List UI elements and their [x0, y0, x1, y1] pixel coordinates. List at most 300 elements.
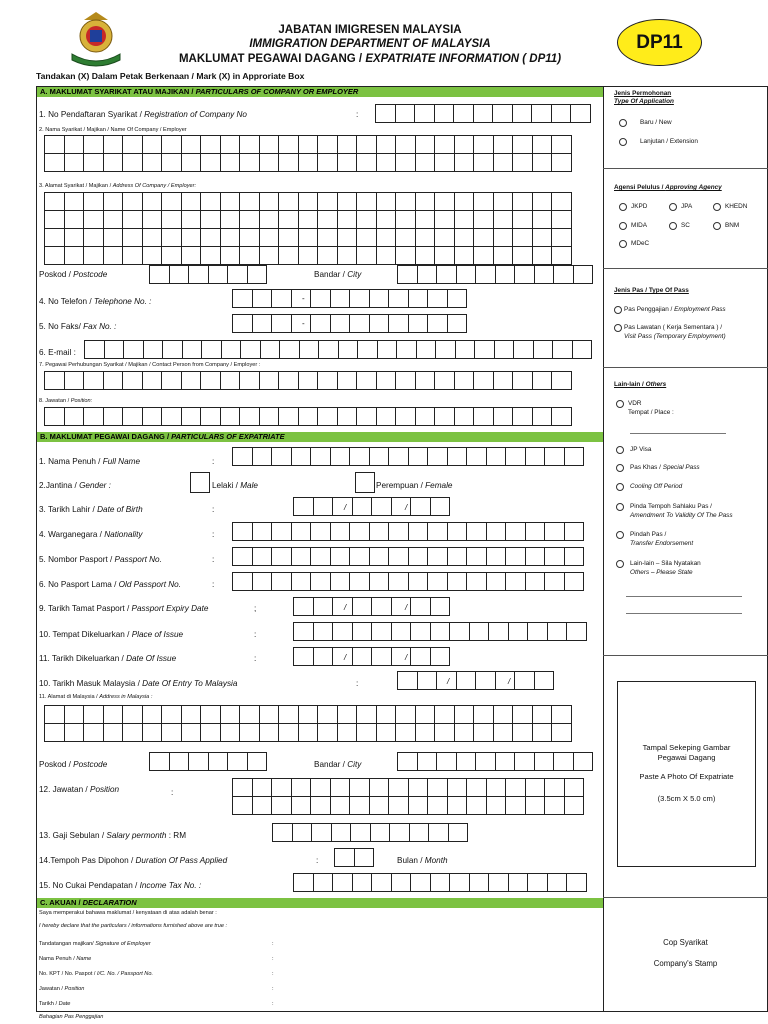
char-box[interactable]	[532, 705, 553, 724]
char-box[interactable]	[486, 522, 507, 541]
char-box[interactable]	[531, 104, 552, 123]
char-box[interactable]	[395, 705, 416, 724]
char-box[interactable]	[271, 447, 292, 466]
char-box[interactable]	[64, 135, 85, 154]
char-box[interactable]	[512, 246, 533, 265]
char-box[interactable]	[149, 265, 170, 284]
char-box[interactable]	[44, 371, 65, 390]
char-box[interactable]	[572, 340, 593, 359]
char-box[interactable]	[349, 796, 370, 815]
char-box[interactable]	[208, 752, 229, 771]
char-box[interactable]	[551, 104, 572, 123]
char-box[interactable]	[161, 723, 182, 742]
char-box[interactable]	[376, 705, 397, 724]
char-box[interactable]	[486, 796, 507, 815]
char-box[interactable]	[356, 705, 377, 724]
char-box[interactable]	[349, 778, 370, 797]
char-box[interactable]	[415, 153, 436, 172]
char-box[interactable]	[544, 522, 565, 541]
char-box[interactable]	[310, 796, 331, 815]
char-box[interactable]	[434, 192, 455, 211]
char-box[interactable]	[330, 796, 351, 815]
char-box[interactable]	[551, 246, 572, 265]
char-box[interactable]	[376, 192, 397, 211]
char-box[interactable]	[456, 671, 477, 690]
char-box[interactable]	[473, 246, 494, 265]
extension-radio[interactable]	[619, 138, 627, 146]
char-box[interactable]	[259, 407, 280, 426]
char-box[interactable]	[44, 153, 65, 172]
char-box[interactable]	[356, 192, 377, 211]
char-box[interactable]	[317, 192, 338, 211]
char-box[interactable]	[434, 153, 455, 172]
char-box[interactable]	[430, 873, 451, 892]
char-box[interactable]	[278, 135, 299, 154]
char-box[interactable]	[232, 289, 253, 308]
char-box[interactable]	[488, 873, 509, 892]
char-box[interactable]	[417, 752, 438, 771]
char-box[interactable]	[466, 796, 487, 815]
char-box[interactable]	[570, 104, 591, 123]
visit-pass-radio[interactable]	[614, 324, 622, 332]
char-box[interactable]	[143, 340, 164, 359]
char-box[interactable]	[495, 671, 516, 690]
char-box[interactable]	[493, 407, 514, 426]
char-box[interactable]	[388, 572, 409, 591]
char-box[interactable]	[370, 823, 391, 842]
char-box[interactable]	[551, 407, 572, 426]
char-box[interactable]	[311, 823, 332, 842]
char-box[interactable]	[391, 622, 412, 641]
char-box[interactable]	[291, 522, 312, 541]
char-box[interactable]	[220, 407, 241, 426]
char-box[interactable]	[142, 210, 163, 229]
char-box[interactable]	[475, 752, 496, 771]
char-box[interactable]	[122, 723, 143, 742]
char-box[interactable]	[409, 823, 430, 842]
char-box[interactable]	[142, 723, 163, 742]
char-box[interactable]	[397, 265, 418, 284]
char-box[interactable]	[252, 778, 273, 797]
char-box[interactable]	[293, 622, 314, 641]
char-box[interactable]	[512, 153, 533, 172]
char-box[interactable]	[488, 622, 509, 641]
char-box[interactable]	[161, 705, 182, 724]
char-box[interactable]	[64, 246, 85, 265]
char-box[interactable]	[200, 407, 221, 426]
char-box[interactable]	[332, 873, 353, 892]
char-box[interactable]	[514, 265, 535, 284]
company-name-boxes[interactable]	[44, 135, 571, 171]
char-box[interactable]	[44, 135, 65, 154]
char-box[interactable]	[64, 723, 85, 742]
salary-boxes[interactable]	[272, 823, 467, 841]
jp-visa-radio[interactable]	[616, 446, 624, 454]
vdr-place-line[interactable]	[630, 433, 726, 434]
char-box[interactable]	[239, 192, 260, 211]
char-box[interactable]	[553, 752, 574, 771]
char-box[interactable]	[525, 796, 546, 815]
char-box[interactable]	[220, 210, 241, 229]
char-box[interactable]	[356, 135, 377, 154]
char-box[interactable]	[486, 778, 507, 797]
agency-khedn-radio[interactable]	[713, 203, 721, 211]
char-box[interactable]	[330, 314, 351, 333]
char-box[interactable]	[356, 246, 377, 265]
char-box[interactable]	[259, 210, 280, 229]
char-box[interactable]	[181, 153, 202, 172]
char-box[interactable]	[310, 447, 331, 466]
char-box[interactable]	[317, 210, 338, 229]
char-box[interactable]	[544, 778, 565, 797]
char-box[interactable]	[208, 265, 229, 284]
char-box[interactable]	[239, 246, 260, 265]
char-box[interactable]	[415, 210, 436, 229]
char-box[interactable]	[142, 246, 163, 265]
char-box[interactable]	[454, 192, 475, 211]
char-box[interactable]	[271, 547, 292, 566]
char-box[interactable]	[247, 752, 268, 771]
char-box[interactable]	[122, 135, 143, 154]
char-box[interactable]	[415, 723, 436, 742]
char-box[interactable]	[369, 547, 390, 566]
char-box[interactable]	[298, 192, 319, 211]
char-box[interactable]	[415, 228, 436, 247]
char-box[interactable]	[456, 265, 477, 284]
char-box[interactable]	[447, 522, 468, 541]
char-box[interactable]	[434, 228, 455, 247]
char-box[interactable]	[291, 314, 312, 333]
char-box[interactable]	[44, 210, 65, 229]
char-box[interactable]	[434, 104, 455, 123]
char-box[interactable]	[239, 210, 260, 229]
char-box[interactable]	[252, 796, 273, 815]
char-box[interactable]	[271, 572, 292, 591]
char-box[interactable]	[252, 447, 273, 466]
char-box[interactable]	[64, 228, 85, 247]
char-box[interactable]	[232, 778, 253, 797]
char-box[interactable]	[434, 705, 455, 724]
char-box[interactable]	[391, 647, 412, 666]
char-box[interactable]	[83, 228, 104, 247]
char-box[interactable]	[533, 340, 554, 359]
nationality-boxes[interactable]	[232, 522, 583, 540]
char-box[interactable]	[103, 705, 124, 724]
char-box[interactable]	[292, 823, 313, 842]
char-box[interactable]	[142, 371, 163, 390]
char-box[interactable]	[408, 522, 429, 541]
char-box[interactable]	[161, 407, 182, 426]
char-box[interactable]	[259, 228, 280, 247]
char-box[interactable]	[298, 210, 319, 229]
char-box[interactable]	[376, 371, 397, 390]
char-box[interactable]	[389, 823, 410, 842]
char-box[interactable]	[64, 153, 85, 172]
char-box[interactable]	[310, 522, 331, 541]
char-box[interactable]	[317, 723, 338, 742]
char-box[interactable]	[310, 314, 331, 333]
char-box[interactable]	[395, 228, 416, 247]
char-box[interactable]	[416, 340, 437, 359]
char-box[interactable]	[495, 752, 516, 771]
fax-boxes[interactable]	[232, 314, 466, 332]
char-box[interactable]	[371, 497, 392, 516]
char-box[interactable]	[486, 447, 507, 466]
char-box[interactable]	[103, 135, 124, 154]
char-box[interactable]	[466, 547, 487, 566]
char-box[interactable]	[388, 447, 409, 466]
char-box[interactable]	[369, 796, 390, 815]
char-box[interactable]	[512, 104, 533, 123]
char-box[interactable]	[430, 647, 451, 666]
other-specify-line[interactable]	[626, 613, 742, 614]
char-box[interactable]	[544, 796, 565, 815]
char-box[interactable]	[447, 447, 468, 466]
char-box[interactable]	[349, 314, 370, 333]
char-box[interactable]	[564, 796, 585, 815]
char-box[interactable]	[564, 522, 585, 541]
char-box[interactable]	[122, 210, 143, 229]
char-box[interactable]	[239, 705, 260, 724]
char-box[interactable]	[534, 671, 555, 690]
char-box[interactable]	[200, 228, 221, 247]
char-box[interactable]	[298, 705, 319, 724]
char-box[interactable]	[122, 228, 143, 247]
char-box[interactable]	[430, 622, 451, 641]
char-box[interactable]	[566, 622, 587, 641]
char-box[interactable]	[415, 705, 436, 724]
char-box[interactable]	[337, 246, 358, 265]
char-box[interactable]	[469, 873, 490, 892]
char-box[interactable]	[169, 752, 190, 771]
char-box[interactable]	[122, 246, 143, 265]
char-box[interactable]	[371, 873, 392, 892]
dob-boxes[interactable]	[293, 497, 449, 515]
female-checkbox[interactable]	[355, 472, 375, 493]
char-box[interactable]	[337, 192, 358, 211]
passport-boxes[interactable]	[232, 547, 583, 565]
char-box[interactable]	[271, 796, 292, 815]
old-passport-boxes[interactable]	[232, 572, 583, 590]
char-box[interactable]	[64, 210, 85, 229]
char-box[interactable]	[201, 340, 222, 359]
char-box[interactable]	[447, 796, 468, 815]
char-box[interactable]	[200, 246, 221, 265]
char-box[interactable]	[473, 407, 494, 426]
char-box[interactable]	[220, 723, 241, 742]
char-box[interactable]	[447, 289, 468, 308]
char-box[interactable]	[454, 371, 475, 390]
company-position-boxes[interactable]	[44, 407, 571, 425]
char-box[interactable]	[493, 153, 514, 172]
char-box[interactable]	[142, 192, 163, 211]
char-box[interactable]	[564, 447, 585, 466]
char-box[interactable]	[391, 873, 412, 892]
char-box[interactable]	[396, 340, 417, 359]
char-box[interactable]	[544, 572, 565, 591]
char-box[interactable]	[391, 597, 412, 616]
place-issue-boxes[interactable]	[293, 622, 586, 640]
city-boxes[interactable]	[397, 265, 592, 283]
char-box[interactable]	[532, 192, 553, 211]
char-box[interactable]	[317, 135, 338, 154]
char-box[interactable]	[388, 314, 409, 333]
char-box[interactable]	[181, 135, 202, 154]
char-box[interactable]	[181, 371, 202, 390]
char-box[interactable]	[551, 153, 572, 172]
char-box[interactable]	[181, 705, 202, 724]
char-box[interactable]	[64, 371, 85, 390]
char-box[interactable]	[44, 723, 65, 742]
char-box[interactable]	[291, 778, 312, 797]
char-box[interactable]	[415, 407, 436, 426]
transfer-radio[interactable]	[616, 531, 624, 539]
char-box[interactable]	[298, 371, 319, 390]
char-box[interactable]	[200, 371, 221, 390]
char-box[interactable]	[466, 572, 487, 591]
char-box[interactable]	[103, 210, 124, 229]
char-box[interactable]	[103, 407, 124, 426]
char-box[interactable]	[473, 153, 494, 172]
char-box[interactable]	[356, 407, 377, 426]
char-box[interactable]	[64, 407, 85, 426]
char-box[interactable]	[573, 265, 594, 284]
agency-sc-radio[interactable]	[669, 222, 677, 230]
char-box[interactable]	[376, 135, 397, 154]
char-box[interactable]	[83, 135, 104, 154]
char-box[interactable]	[564, 778, 585, 797]
other-specify-radio[interactable]	[616, 560, 624, 568]
char-box[interactable]	[447, 778, 468, 797]
char-box[interactable]	[259, 246, 280, 265]
char-box[interactable]	[356, 723, 377, 742]
char-box[interactable]	[220, 705, 241, 724]
char-box[interactable]	[391, 497, 412, 516]
char-box[interactable]	[259, 192, 280, 211]
char-box[interactable]	[436, 265, 457, 284]
char-box[interactable]	[371, 647, 392, 666]
char-box[interactable]	[332, 497, 353, 516]
char-box[interactable]	[566, 873, 587, 892]
full-name-boxes[interactable]	[232, 447, 583, 465]
char-box[interactable]	[512, 210, 533, 229]
char-box[interactable]	[188, 265, 209, 284]
char-box[interactable]	[447, 547, 468, 566]
char-box[interactable]	[427, 572, 448, 591]
char-box[interactable]	[410, 647, 431, 666]
char-box[interactable]	[181, 210, 202, 229]
char-box[interactable]	[415, 192, 436, 211]
char-box[interactable]	[291, 572, 312, 591]
char-box[interactable]	[291, 796, 312, 815]
char-box[interactable]	[313, 622, 334, 641]
vdr-radio[interactable]	[616, 400, 624, 408]
char-box[interactable]	[330, 572, 351, 591]
char-box[interactable]	[371, 597, 392, 616]
char-box[interactable]	[103, 723, 124, 742]
char-box[interactable]	[83, 723, 104, 742]
char-box[interactable]	[356, 153, 377, 172]
char-box[interactable]	[259, 705, 280, 724]
char-box[interactable]	[534, 265, 555, 284]
char-box[interactable]	[473, 705, 494, 724]
char-box[interactable]	[505, 447, 526, 466]
char-box[interactable]	[493, 723, 514, 742]
char-box[interactable]	[427, 289, 448, 308]
char-box[interactable]	[200, 210, 221, 229]
char-box[interactable]	[279, 340, 300, 359]
char-box[interactable]	[454, 705, 475, 724]
char-box[interactable]	[227, 752, 248, 771]
char-box[interactable]	[44, 228, 65, 247]
char-box[interactable]	[454, 723, 475, 742]
char-box[interactable]	[408, 796, 429, 815]
char-box[interactable]	[239, 153, 260, 172]
char-box[interactable]	[376, 153, 397, 172]
char-box[interactable]	[475, 671, 496, 690]
char-box[interactable]	[349, 289, 370, 308]
char-box[interactable]	[332, 597, 353, 616]
char-box[interactable]	[161, 135, 182, 154]
char-box[interactable]	[352, 873, 373, 892]
char-box[interactable]	[388, 778, 409, 797]
char-box[interactable]	[317, 371, 338, 390]
male-checkbox[interactable]	[190, 472, 210, 493]
char-box[interactable]	[83, 407, 104, 426]
char-box[interactable]	[369, 778, 390, 797]
char-box[interactable]	[103, 192, 124, 211]
char-box[interactable]	[252, 522, 273, 541]
char-box[interactable]	[397, 671, 418, 690]
char-box[interactable]	[349, 447, 370, 466]
agency-mida-radio[interactable]	[619, 222, 627, 230]
char-box[interactable]	[299, 340, 320, 359]
char-box[interactable]	[330, 289, 351, 308]
char-box[interactable]	[395, 371, 416, 390]
char-box[interactable]	[64, 192, 85, 211]
char-box[interactable]	[232, 572, 253, 591]
char-box[interactable]	[454, 135, 475, 154]
char-box[interactable]	[434, 135, 455, 154]
agency-bnm-radio[interactable]	[713, 222, 721, 230]
char-box[interactable]	[466, 522, 487, 541]
char-box[interactable]	[505, 778, 526, 797]
char-box[interactable]	[410, 873, 431, 892]
char-box[interactable]	[220, 371, 241, 390]
char-box[interactable]	[469, 622, 490, 641]
char-box[interactable]	[334, 848, 355, 867]
char-box[interactable]	[142, 153, 163, 172]
char-box[interactable]	[495, 265, 516, 284]
char-box[interactable]	[435, 340, 456, 359]
char-box[interactable]	[298, 153, 319, 172]
char-box[interactable]	[103, 371, 124, 390]
char-box[interactable]	[181, 192, 202, 211]
char-box[interactable]	[291, 289, 312, 308]
char-box[interactable]	[161, 246, 182, 265]
char-box[interactable]	[142, 407, 163, 426]
char-box[interactable]	[239, 723, 260, 742]
char-box[interactable]	[415, 135, 436, 154]
char-box[interactable]	[551, 705, 572, 724]
char-box[interactable]	[259, 723, 280, 742]
char-box[interactable]	[188, 752, 209, 771]
char-box[interactable]	[278, 153, 299, 172]
company-address-boxes[interactable]	[44, 192, 571, 264]
char-box[interactable]	[220, 246, 241, 265]
char-box[interactable]	[352, 597, 373, 616]
char-box[interactable]	[369, 572, 390, 591]
